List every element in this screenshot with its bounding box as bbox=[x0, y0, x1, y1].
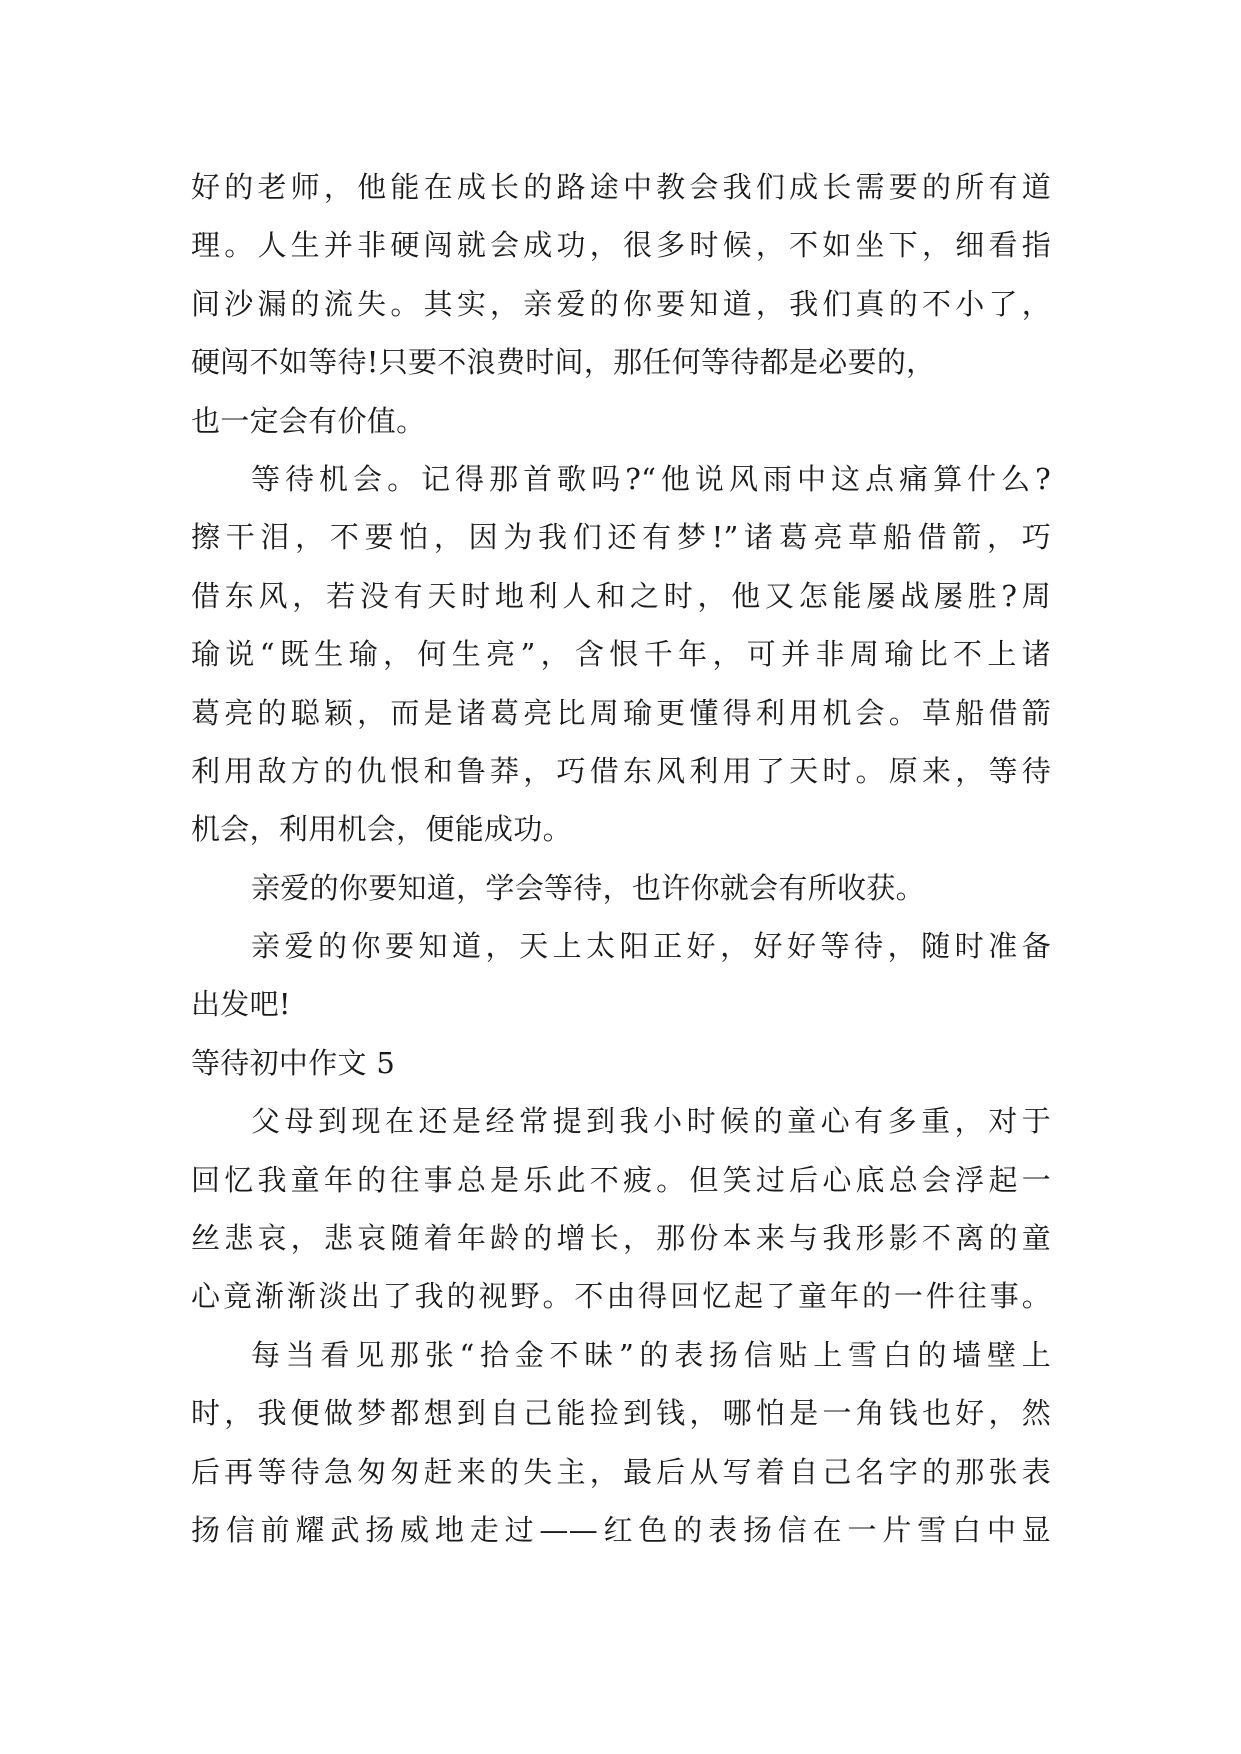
text-line: 时，我便做梦都想到自己能捡到钱，哪怕是一角钱也好，然 bbox=[191, 1396, 1051, 1431]
text-line: 利用敌方的仇恨和鲁莽，巧借东风利用了天时。原来，等待 bbox=[191, 753, 1051, 788]
text-line: 借东风，若没有天时地利人和之时，他又怎能屡战屡胜?周 bbox=[191, 578, 1051, 613]
text-line: 机会，利用机会，便能成功。 bbox=[191, 812, 572, 847]
text-line: 每当看见那张“拾金不昧”的表扬信贴上雪白的墙壁上 bbox=[251, 1337, 1051, 1372]
text-line: 出发吧! bbox=[191, 987, 291, 1022]
text-line: 丝悲哀，悲哀随着年龄的增长，那份本来与我形影不离的童 bbox=[191, 1221, 1051, 1256]
text-line: 亲爱的你要知道，天上太阳正好，好好等待，随时准备 bbox=[251, 929, 1051, 964]
text-line: 回忆我童年的往事总是乐此不疲。但笑过后心底总会浮起一 bbox=[191, 1162, 1051, 1197]
text-line: 也一定会有价值。 bbox=[191, 403, 426, 438]
text-line: 亲爱的你要知道，学会等待，也许你就会有所收获。 bbox=[251, 870, 925, 905]
text-line: 理。人生并非硬闯就会成功，很多时候，不如坐下，细看指 bbox=[191, 228, 1051, 263]
text-line: 心竟渐渐淡出了我的视野。不由得回忆起了童年的一件往事。 bbox=[191, 1279, 1051, 1314]
text-line: 等待机会。记得那首歌吗?“他说风雨中这点痛算什么? bbox=[251, 461, 1051, 496]
text-line: 硬闯不如等待!只要不浪费时间，那任何等待都是必要的， bbox=[191, 345, 936, 380]
text-line: 扬信前耀武扬威地走过——红色的表扬信在一片雪白中显 bbox=[191, 1512, 1051, 1547]
text-line: 擦干泪，不要怕，因为我们还有梦!”诸葛亮草船借箭，巧 bbox=[191, 520, 1051, 555]
section-heading: 等待初中作文 5 bbox=[191, 1045, 396, 1080]
text-line: 葛亮的聪颖，而是诸葛亮比周瑜更懂得利用机会。草船借箭 bbox=[191, 695, 1051, 730]
text-line: 父母到现在还是经常提到我小时候的童心有多重，对于 bbox=[251, 1104, 1051, 1139]
document-body bbox=[191, 158, 1051, 1559]
text-line: 后再等待急匆匆赶来的失主，最后从写着自己名字的那张表 bbox=[191, 1454, 1051, 1489]
text-line: 瑜说“既生瑜，何生亮”，含恨千年，可并非周瑜比不上诸 bbox=[191, 637, 1051, 672]
text-line: 好的老师，他能在成长的路途中教会我们成长需要的所有道 bbox=[191, 170, 1051, 204]
text-line: 间沙漏的流失。其实，亲爱的你要知道，我们真的不小了， bbox=[191, 286, 1051, 321]
